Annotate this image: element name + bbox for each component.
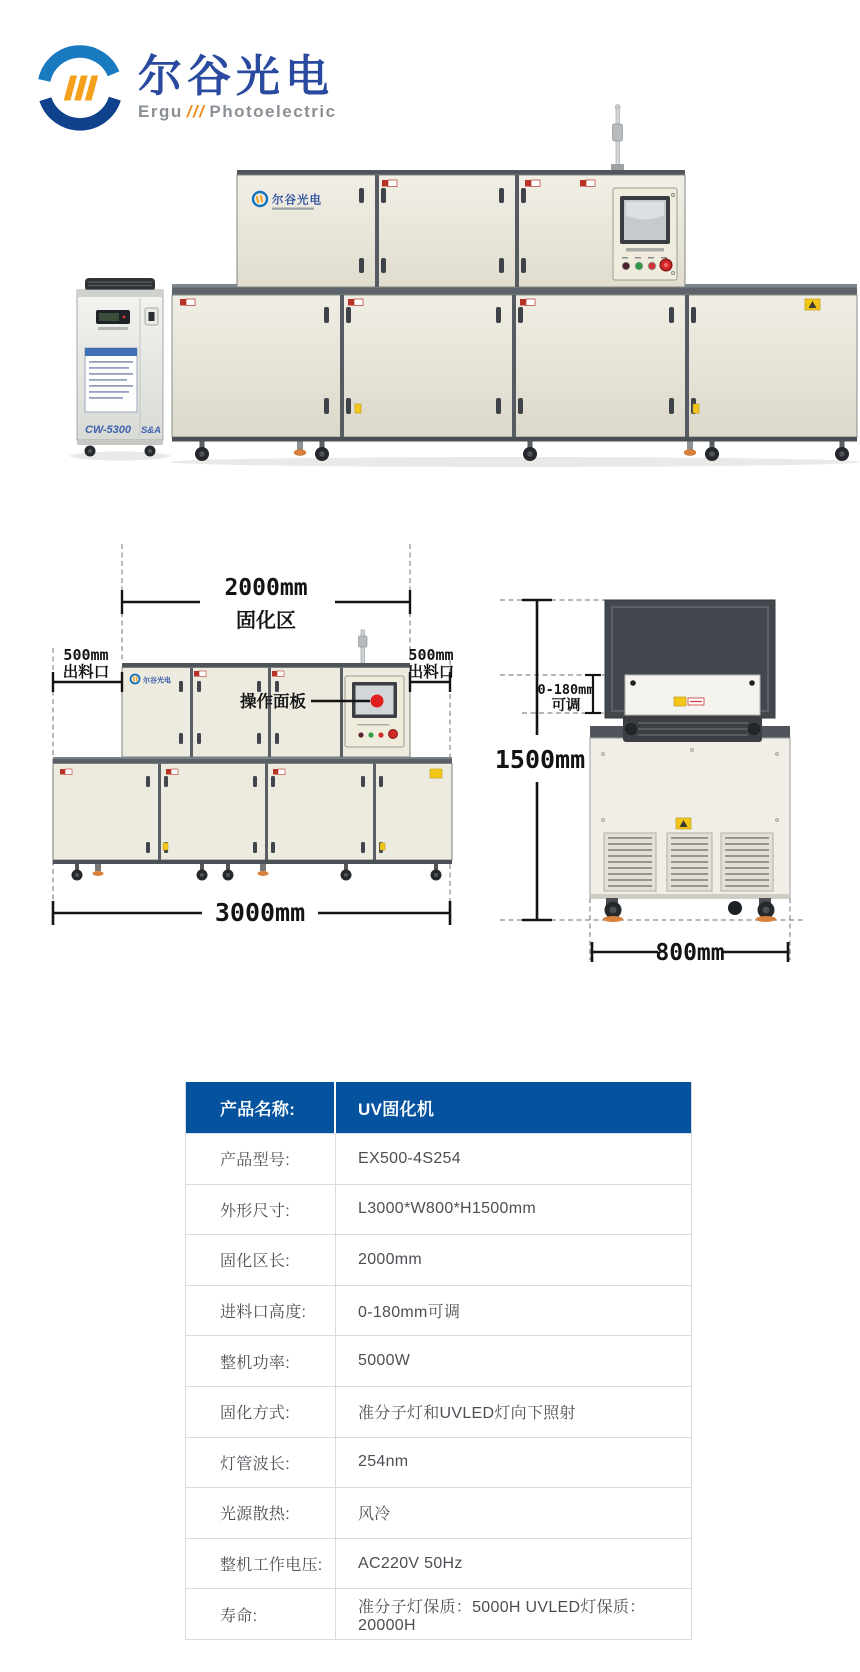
spec-label: 进料口高度:: [186, 1286, 336, 1336]
cure-zone-label-text: 固化区: [236, 610, 296, 632]
spec-row-dimensions: [186, 1184, 691, 1235]
machine-lower-tier: [172, 284, 857, 461]
spec-value: 准分子灯保质：5000H UVLED灯保质：20000H: [358, 1598, 646, 1634]
inlet-opening-panel: [625, 675, 760, 715]
panel-button-green: [635, 262, 643, 270]
spec-label: 产品型号:: [186, 1134, 336, 1184]
panel-button-dark: [622, 262, 630, 270]
machine-upper-tier: [237, 170, 685, 287]
chiller-spec-sticker: [85, 348, 137, 412]
spec-header-value: UV固化机: [358, 1100, 435, 1119]
machine-shadow: [170, 457, 860, 467]
spec-value: AC220V 50Hz: [358, 1554, 463, 1572]
spec-value: 2000mm: [358, 1250, 423, 1268]
front-control-panel: [345, 676, 404, 747]
spec-table-header-row: [186, 1082, 691, 1133]
spec-header-label: 产品名称:: [186, 1082, 336, 1133]
spec-label: 整机工作电压:: [186, 1539, 336, 1589]
spec-label: 外形尺寸:: [186, 1185, 336, 1235]
leveling-foot: [684, 442, 696, 456]
front-dimension-diagram: [30, 530, 470, 940]
spec-value: L3000*W800*H1500mm: [358, 1200, 536, 1218]
product-photo: [60, 100, 860, 470]
cure-zone-dim-text: 2000mm: [224, 575, 308, 601]
right-outlet-dim-text: 500mm: [408, 646, 454, 664]
control-panel: [613, 188, 677, 280]
inlet-adjust-dim-text: 0-180mm: [537, 682, 595, 698]
spec-row-lifetime: [186, 1588, 691, 1639]
spec-label: 光源散热:: [186, 1488, 336, 1538]
spec-table: [185, 1082, 692, 1640]
brand-en-word2: Photoelectric: [209, 102, 337, 122]
chiller-unit: [77, 278, 163, 457]
spec-row-cure-method: [186, 1386, 691, 1437]
spec-label: 整机功率:: [186, 1336, 336, 1386]
front-leveling-foot: [258, 864, 269, 876]
spec-value: 0-180mm可调: [358, 1304, 461, 1322]
logo-orange-bar: [74, 76, 87, 101]
spec-row-voltage: [186, 1538, 691, 1589]
spec-value: EX500-4S254: [358, 1149, 461, 1167]
chiller-model-text: CW-5300: [84, 424, 132, 436]
spec-value: 254nm: [358, 1453, 409, 1471]
control-panel-pointer-label: 操作面板: [240, 693, 306, 711]
spec-row-cure-zone-length: [186, 1234, 691, 1285]
height-dim-text: 1500mm: [494, 745, 586, 774]
spec-label: 灯管波长:: [186, 1438, 336, 1488]
spec-row-model: [186, 1133, 691, 1184]
chiller-switch: [145, 308, 158, 325]
side-dimension-diagram: [470, 530, 860, 970]
spec-value: 5000W: [358, 1352, 411, 1370]
inlet-adjust-label-text: 可调: [551, 698, 581, 714]
signal-rod: [611, 105, 624, 173]
brand-en-word1: Ergu: [138, 102, 183, 122]
front-casters: [72, 864, 442, 881]
logo-orange-bar: [64, 76, 77, 101]
chiller-display: [96, 310, 130, 330]
spec-value: 准分子灯和UVLED灯向下照射: [358, 1405, 576, 1423]
side-warning-label: [676, 818, 691, 829]
spec-row-cooling: [186, 1487, 691, 1538]
brand-name-cn: 尔谷光电: [138, 51, 334, 101]
front-leveling-foot: [93, 864, 104, 876]
left-outlet-label-text: 出料口: [62, 664, 110, 681]
right-outlet-label-text: 出料口: [407, 664, 455, 681]
machine-logo-text: 尔谷光电: [272, 194, 322, 207]
brand-en-slashes: ///: [186, 102, 206, 122]
vent-grilles: [604, 833, 773, 891]
spec-label: 固化方式:: [186, 1387, 336, 1437]
spec-row-power: [186, 1335, 691, 1386]
side-view-machine: [590, 600, 790, 922]
left-outlet-dim-text: 500mm: [63, 646, 109, 664]
front-machine-logo-text: 尔谷光电: [143, 677, 171, 685]
spec-label: 寿命:: [186, 1589, 336, 1639]
spec-row-wavelength: [186, 1437, 691, 1488]
depth-dim-text: 800mm: [655, 940, 725, 966]
conveyor-belt: [623, 716, 762, 742]
side-feet: [603, 898, 776, 922]
spec-value: 风冷: [358, 1506, 391, 1524]
spec-label: 固化区长:: [186, 1235, 336, 1285]
panel-button-red: [648, 262, 656, 270]
total-length-dim-text: 3000mm: [214, 898, 306, 927]
leveling-foot: [294, 442, 306, 456]
spec-row-inlet-height: [186, 1285, 691, 1336]
front-view-machine: [53, 630, 452, 881]
chiller-brand-text: S&A: [140, 425, 162, 436]
control-panel-pointer-dot: [371, 695, 384, 708]
logo-orange-bar: [85, 76, 98, 101]
